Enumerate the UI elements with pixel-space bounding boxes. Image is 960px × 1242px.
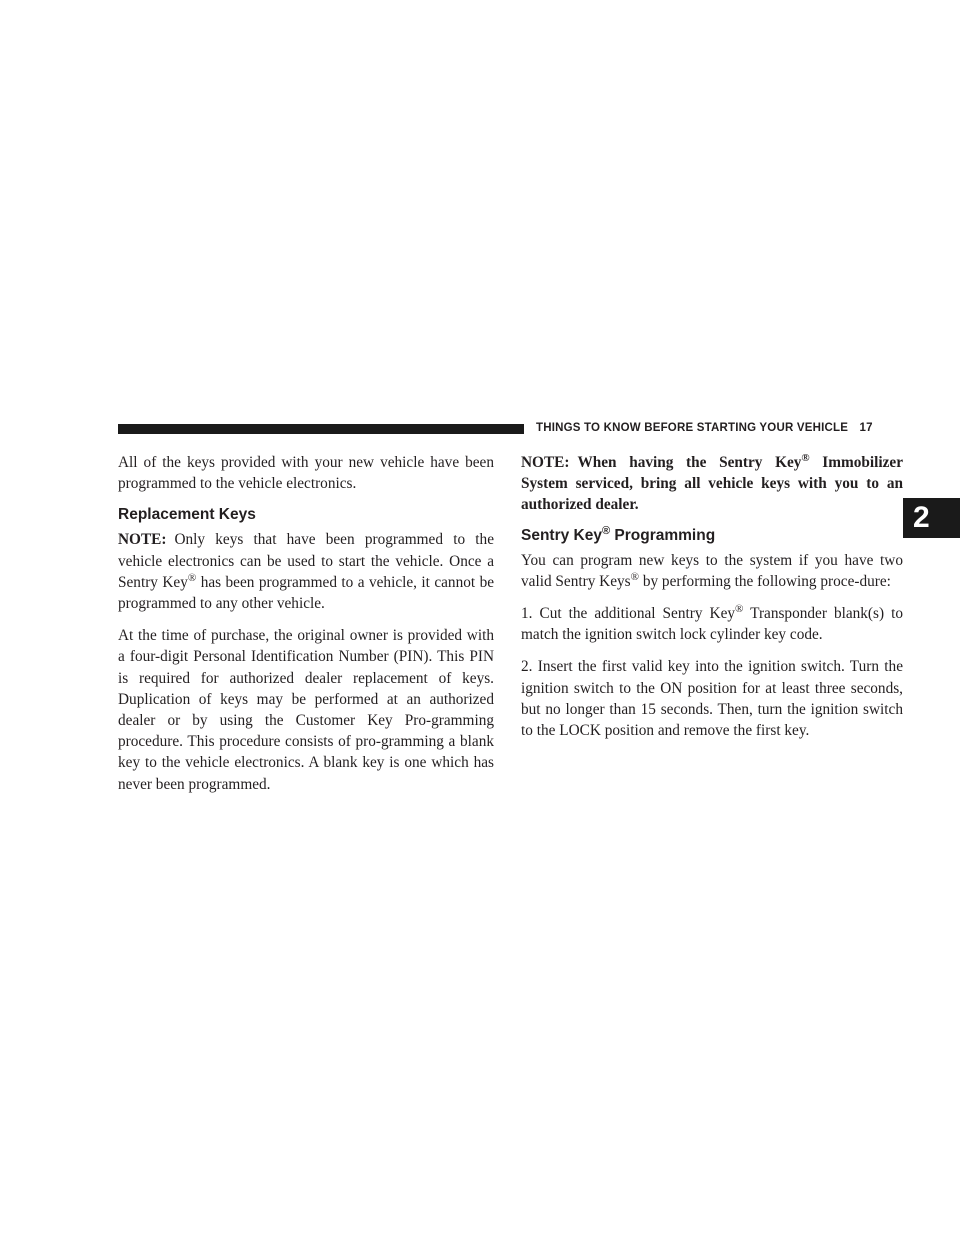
intro-paragraph: All of the keys provided with your new vehicle have been programmed to the vehicle electronics. (118, 454, 494, 493)
chapter-number: 2 (913, 501, 930, 534)
right-column (521, 452, 903, 752)
replacement-keys-note (118, 529, 494, 614)
step-text: 1. Cut the additional Sentry Key (521, 605, 736, 623)
header-rule (118, 424, 524, 434)
note-text: Only keys that have been programmed to the vehicle electronics can be used to start the vehicle. Once a Sentry Key (118, 531, 494, 591)
registered-mark: ® (187, 571, 197, 584)
header-title: THINGS TO KNOW BEFORE STARTING YOUR VEHICLE (536, 422, 849, 434)
registered-mark: ® (801, 451, 810, 464)
note-label: NOTE: (118, 531, 167, 549)
chapter-tab (903, 498, 960, 538)
note-text: Immobilizer System serviced, bring all vehicle keys with you to an authorized dealer. (521, 454, 904, 514)
note-label: NOTE: (521, 454, 570, 471)
paragraph-text: by performing the following proce-dure: (642, 572, 891, 590)
note-text: When having the Sentry Key (577, 454, 802, 471)
step-text: Transponder blank(s) to match the ignition switch lock cylinder key code. (521, 605, 903, 644)
registered-mark: ® (630, 570, 639, 583)
heading-text: Sentry Key (521, 526, 602, 544)
programming-intro (521, 550, 903, 592)
paragraph-text: You can program new keys to the system if you have two valid Sentry Keys (521, 551, 903, 590)
registered-mark: ® (735, 602, 744, 615)
step-1 (521, 603, 903, 645)
step-2: 2. Insert the first valid key into the ignition switch. Turn the ignition switch to the ON position for at least three seconds, but no longer than 15 seconds. Then, turn the ignition switch to the LOCK position and remove the first key. (521, 658, 903, 740)
page-number: 17 (859, 422, 873, 434)
left-column (118, 452, 494, 806)
heading-text: Programming (614, 526, 716, 544)
registered-mark: ® (601, 524, 611, 537)
sentry-key-programming-heading (521, 526, 903, 546)
replacement-keys-heading: Replacement Keys (118, 506, 256, 524)
purchase-paragraph: At the time of purchase, the original owner is provided with a four-digit Personal Identification Number (PIN). This PIN is required for authorized dealer replacement of keys. Duplication of keys may be performed at an authorized dealer or by using the Customer Key Pro-gramming procedure. This procedure consists of pro-gramming a blank key to the vehicle electronics. A blank key is one which has never been programmed. (118, 627, 494, 793)
note-text: has been programmed to a vehicle, it cannot be programmed to any other vehicle. (118, 573, 495, 613)
running-header (536, 422, 873, 434)
immobilizer-note (521, 452, 903, 516)
